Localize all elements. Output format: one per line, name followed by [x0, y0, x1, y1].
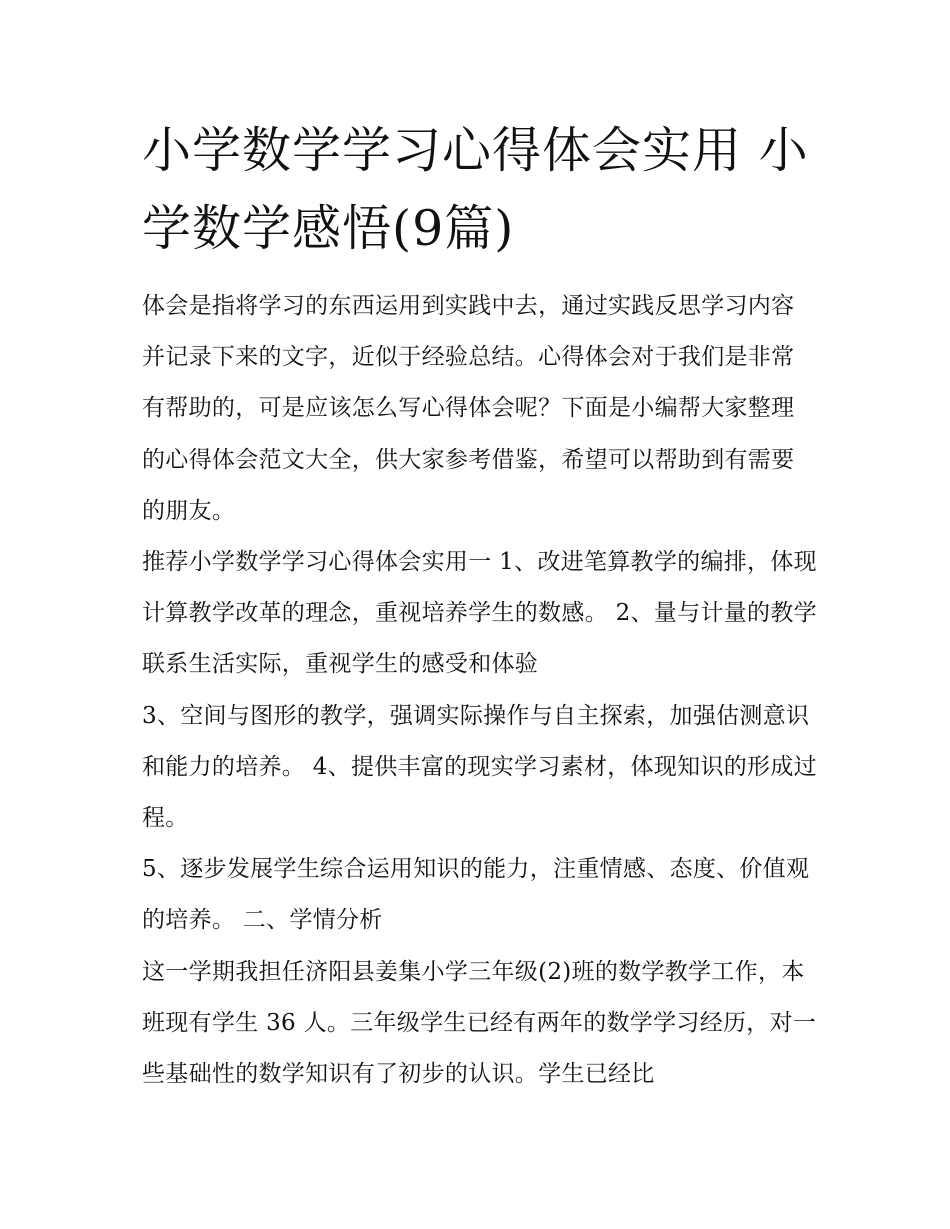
document-title: 小学数学学习心得体会实用 小学数学感悟(9篇): [142, 122, 809, 257]
paragraph-intro: 体会是指将学习的东西运用到实践中去，通过实践反思学习内容并记录下来的文字，近似于经验总结。心得体会对于我们是非常有帮助的，可是应该怎么写心得体会呢？下面是小编帮大家整理的心得体会范文大全，供大家参考借鉴，希望可以帮助到有需要的朋友。: [142, 293, 795, 524]
paragraph-class-analysis: 这一学期我担任济阳县姜集小学三年级(2)班的数学教学工作，本班现有学生 36 人。三年级学生已经有两年的数学学习经历，对一些基础性的数学知识有了初步的认识。学生已经比: [142, 958, 817, 1088]
paragraph-recommend-1: 推荐小学数学学习心得体会实用一 1、改进笔算教学的编排，体现计算教学改革的理念，重视培养学生的数感。 2、量与计量的教学联系生活实际，重视学生的感受和体验: [142, 549, 817, 678]
document-body: [142, 281, 817, 1100]
paragraph-recommend-5: 5、逐步发展学生综合运用知识的能力，注重情感、态度、价值观的培养。 二、学情分析: [142, 856, 810, 934]
paragraph-recommend-3: 3、空间与图形的教学，强调实际操作与自主探索，加强估测意识和能力的培养。 4、提供丰富的现实学习素材，体现知识的形成过程。: [142, 702, 817, 832]
